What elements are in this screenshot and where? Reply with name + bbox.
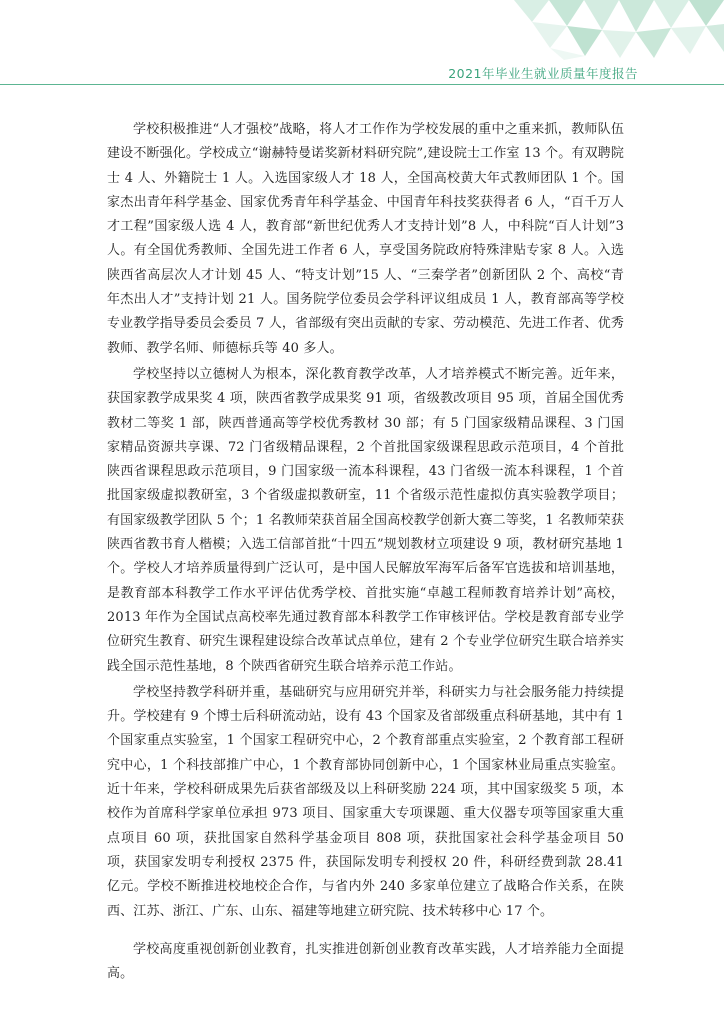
triangle-pattern-icon xyxy=(364,0,724,60)
paragraph-research: 学校坚持教学科研并重，基础研究与应用研究并举，科研实力与社会服务能力持续提升。学校建有 9 个博士后科研流动站，设有 43 个国家及省部级重点科研基地，其中有 1 个国家重点实验室，1 个国家工程研究中心，2 个教育部重点实验室，2 个教育部工程研究中心，1 个科技部推广中心，1 个教育部协同创新中心，1 个国家林业局重点实验室。近十年来，学校科研成果先后获省部级及以上科研奖励 224 项，其中国家级奖 5 项，本校作为首席科学家单位承担 973 项目、国家重大专项课题、重大仪器专项等国家重大重点项目 60 项，获批国家自然科学基金项目 808 项，获批国家社会科学基金项目 50 项，获国家发明专利授权 2375 件，获国际发明专利授权 20 件，科研经费到款 28.41 亿元。学校不断推进校地校企合作，与省内外 240 多家单位建立了战略合作关系，在陕西、江苏、浙江、广东、山东、福建等地建立研究院、技术转移中心 17 个。 xyxy=(107,684,624,919)
document-body xyxy=(107,118,624,986)
report-header-title: 2021年毕业生就业质量年度报告 xyxy=(448,66,638,81)
paragraph-talent-strategy: 学校积极推进“人才强校”战略，将人才工作作为学校发展的重中之重来抓，教师队伍建设不断强化。学校成立“谢赫特曼诺奖新材料研究院”,建设院士工作室 13 个。有双聘院士 4 人、外籍院士 1 人。入选国家级人才 18 人，全国高校黄大年式教师团队 1 个。国家杰出青年科学基金、国家优秀青年科学基金、中国青年科技奖获得者 6 人，“百千万人才工程”国家级人选 4 人，教育部“新世纪优秀人才支持计划”8 人，中科院“百人计划”3 人。有全国优秀教师、全国先进工作者 6 人，享受国务院政府特殊津贴专家 8 人。入选陕西省高层次人才计划 45 人、“特支计划”15 人、“三秦学者”创新团队 2 个、高校“青年杰出人才”支持计划 21 人。国务院学位委员会学科评议组成员 1 人，教育部高等学校专业教学指导委员会委员 7 人，省部级有突出贡献的专家、劳动模范、先进工作者、优秀教师、教学名师、师德标兵等 40 多人。 xyxy=(107,122,624,356)
header-decoration xyxy=(364,0,724,60)
header-divider xyxy=(0,84,724,85)
paragraph-innovation: 学校高度重视创新创业教育，扎实推进创新创业教育改革实践，人才培养能力全面提高。 xyxy=(107,941,624,982)
paragraph-education-reform: 学校坚持以立德树人为根本，深化教育教学改革，人才培养模式不断完善。近年来，获国家教学成果奖 4 项，陕西省教学成果奖 91 项，省级教改项目 95 项，首届全国优秀教材二等奖 1 部，陕西普通高等学校优秀教材 30 部；有 5 门国家级精品课程、3 门国家精品资源共享课、72 门省级精品课程，2 个首批国家级课程思政示范项目，4 个首批陕西省课程思政示范项目，9 门国家级一流本科课程，43 门省级一流本科课程，1 个首批国家级虚拟教研室，3 个省级虚拟教研室，11 个省级示范性虚拟仿真实验教学项目；有国家级教学团队 5 个；1 名教师荣获首届全国高校教学创新大赛二等奖，1 名教师荣获陕西省教书育人楷模；入选工信部首批“十四五”规划教材立项建设 9 项，教材研究基地 1 个。学校人才培养质量得到广泛认可，是中国人民解放军海军后备军官选拔和培训基地，是教育部本科教学工作水平评估优秀学校、首批实施“卓越工程师教育培养计划”高校，2013 年作为全国试点高校率先通过教育部本科教学工作审核评估。学校是教育部专业学位研究生教育、研究生课程建设综合改革试点单位，建有 2 个专业学位研究生联合培养实践全国示范性基地，8 个陕西省研究生联合培养示范工作站。 xyxy=(107,366,624,674)
